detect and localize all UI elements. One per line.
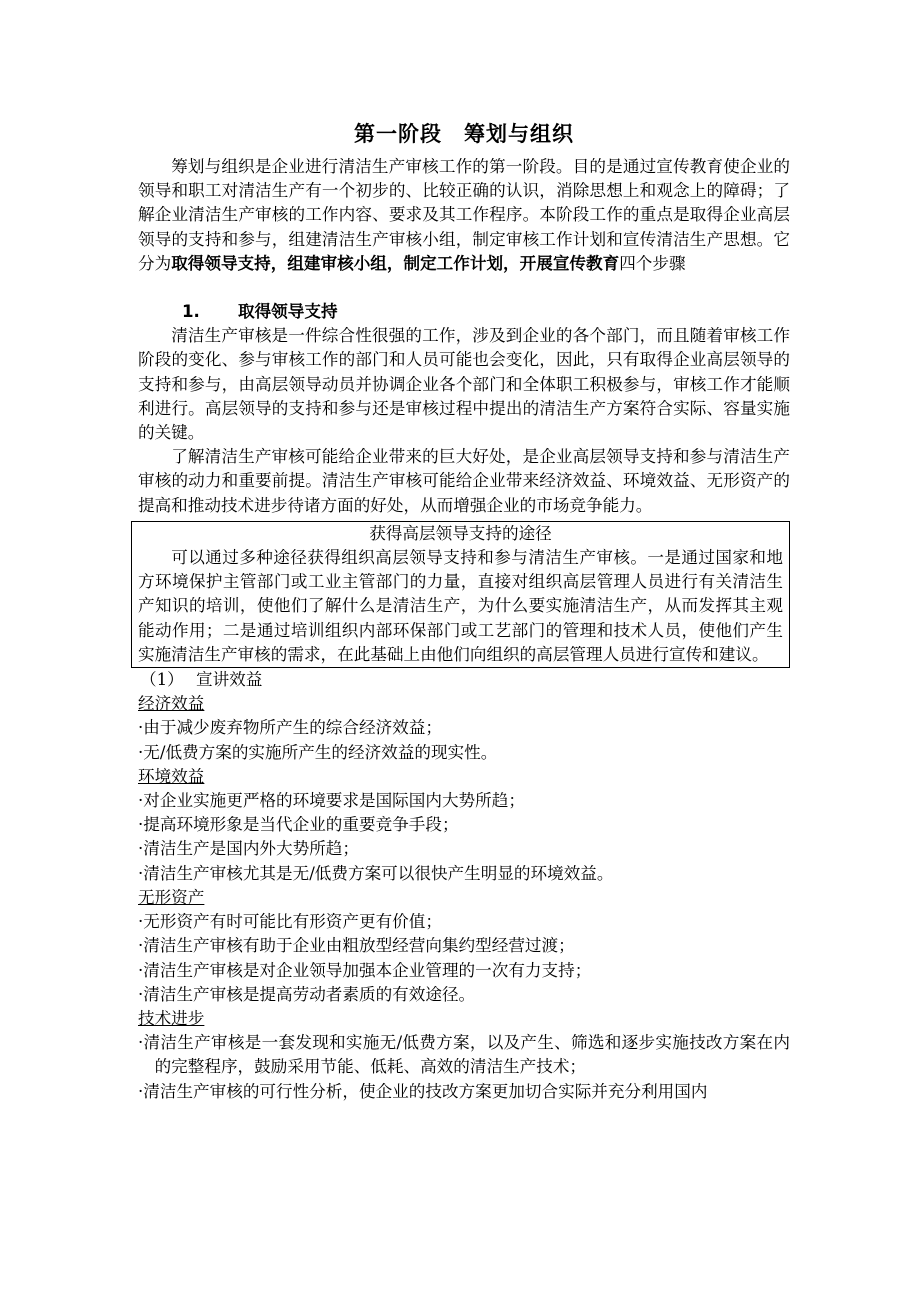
info-box-text: 可以通过多种途径获得组织高层领导支持和参与清洁生产审核。一是通过国家和地方环境保护主管部门或工业主管部门的力量，直接对组织高层管理人员进行有关清洁生产知识的培训，使他们了解什么是清洁生产，为什么要实施清洁生产，从而发挥其主观能动作用；二是通过培训组织内部环保部门或工艺部门的管理和技术人员，使他们产生实施清洁生产审核的需求，在此基础上由他们向组织的高层管理人员进行宣传和建议。	[138, 548, 783, 664]
info-box	[131, 521, 790, 668]
category-title: 环境效益	[138, 766, 205, 786]
list-item: ·清洁生产审核尤其是无/低费方案可以很快产生明显的环境效益。	[138, 863, 614, 883]
list-item: ·清洁生产审核有助于企业由粗放型经营向集约型经营过渡；	[138, 936, 575, 956]
list-item: ·无/低费方案的实施所产生的经济效益的现实性。	[138, 742, 498, 762]
page-title: 第一阶段 筹划与组织	[354, 122, 574, 146]
section-paragraph: 了解清洁生产审核可能给企业带来的巨大好处，是企业高层领导支持和参与清洁生产审核的动力和重要前提。清洁生产审核可能给企业带来经济效益、环境效益、无形资产的提高和推动技术进步待诸方面的好处，从而增强企业的市场竞争能力。	[138, 447, 790, 515]
subsection-heading	[138, 668, 790, 692]
list-item: ·清洁生产审核是提高劳动者素质的有效途径。	[138, 984, 476, 1004]
intro-suffix: 四个步骤	[619, 253, 686, 273]
document-page	[138, 118, 790, 1104]
section-paragraph: 清洁生产审核是一件综合性很强的工作，涉及到企业的各个部门，而且随着审核工作阶段的变化、参与审核工作的部门和人员可能也会变化，因此，只有取得企业高层领导的支持和参与，由高层领导动员并协调企业各个部门和全体职工积极参与，审核工作才能顺利进行。高层领导的支持和参与还是审核过程中提出的清洁生产方案符合实际、容量实施的关键。	[138, 326, 790, 443]
category-economic	[138, 692, 790, 765]
list-item: ·提高环境形象是当代企业的重要竞争手段；	[138, 815, 459, 835]
intro-bold-steps: 取得领导支持，组建审核小组，制定工作计划，开展宣传教育	[171, 253, 620, 273]
list-item: ·对企业实施更严格的环境要求是国际国内大势所趋；	[138, 791, 525, 811]
list-item: ·清洁生产是国内外大势所趋；	[138, 839, 359, 859]
subsection-title: 宣讲效益	[196, 670, 263, 690]
list-item: ·清洁生产审核是一套发现和实施无/低费方案，以及产生、筛选和逐步实施技改方案在内的完整程序，鼓励采用节能、低耗、高效的清洁生产技术；	[138, 1033, 790, 1077]
list-item: ·清洁生产审核的可行性分析，使企业的技改方案更加切合实际并充分利用国内	[138, 1081, 708, 1101]
section-number: 1.	[182, 302, 200, 322]
category-intangible	[138, 886, 790, 1007]
list-item: ·由于减少废弃物所产生的综合经济效益；	[138, 718, 442, 738]
list-item: ·无形资产有时可能比有形资产更有价值；	[138, 912, 442, 932]
category-title: 无形资产	[138, 887, 205, 907]
category-environmental	[138, 765, 790, 886]
category-title: 经济效益	[138, 694, 205, 714]
intro-text: 筹划与组织是企业进行清洁生产审核工作的第一阶段。目的是通过宣传教育使企业的领导和职工对清洁生产有一个初步的、比较正确的认识，消除思想上和观念上的障碍；了解企业清洁生产审核的工作内容、要求及其工作程序。本阶段工作的重点是取得企业高层领导的支持和参与，组建清洁生产审核小组，制定审核工作计划和宣传清洁生产思想。它分为	[138, 157, 790, 273]
category-technology	[138, 1007, 790, 1104]
section-heading	[138, 300, 790, 324]
subsection-number: （1）	[140, 670, 184, 690]
info-box-title: 获得高层领导支持的途径	[369, 523, 552, 543]
list-item: ·清洁生产审核是对企业领导加强本企业管理的一次有力支持；	[138, 960, 592, 980]
category-title: 技术进步	[138, 1008, 205, 1028]
section-title: 取得领导支持	[238, 302, 338, 322]
intro-paragraph	[138, 155, 790, 276]
